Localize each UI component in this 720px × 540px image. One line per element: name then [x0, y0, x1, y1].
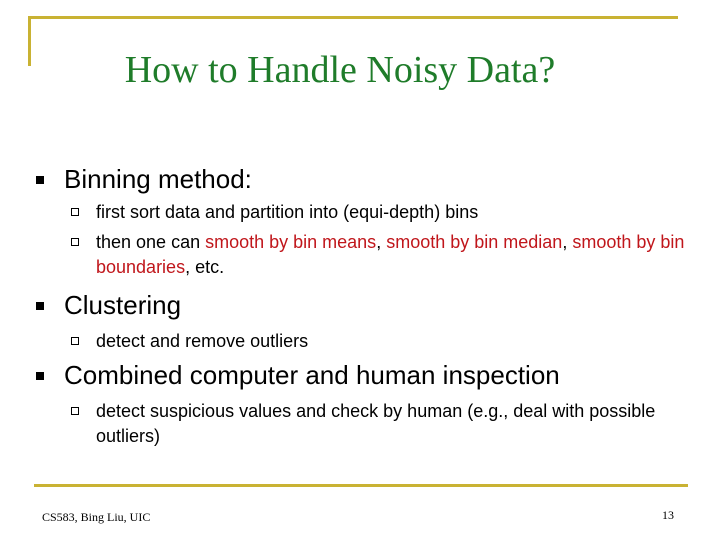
text-run: , etc. — [185, 257, 225, 277]
bullet-marker — [36, 176, 44, 184]
sub-bullet-marker — [71, 407, 79, 415]
bullet-binning: Binning method: — [64, 164, 252, 194]
sub-bullet-marker — [71, 238, 79, 246]
sub-bullet-inspection: detect suspicious values and check by human (e.g., deal with possible outliers) — [96, 401, 656, 446]
text-run: , — [376, 232, 387, 252]
accent-bar-top — [28, 16, 678, 19]
sub-bullet-outliers: detect and remove outliers — [96, 331, 309, 351]
footer-course: CS583, Bing Liu, UIC — [42, 510, 151, 524]
slide-title: How to Handle Noisy Data? — [124, 49, 556, 91]
sub-bullet-marker — [71, 208, 79, 216]
page-number: 13 — [662, 508, 674, 522]
highlight-bin-boundaries: smooth by bin boundaries — [96, 232, 685, 277]
bullet-marker — [36, 372, 44, 380]
highlight-bin-median: smooth by bin median — [386, 232, 563, 252]
bullet-combined: Combined computer and human inspection — [64, 360, 560, 390]
text-run: , — [562, 232, 573, 252]
sub-bullet-smooth — [96, 230, 696, 280]
text-run: then one can — [96, 232, 206, 252]
sub-bullet-sort: first sort data and partition into (equi-depth) bins — [96, 202, 479, 222]
footer-rule — [34, 484, 688, 487]
bullet-marker — [36, 302, 44, 310]
bullet-clustering: Clustering — [64, 290, 182, 320]
sub-bullet-marker — [71, 337, 79, 345]
highlight-bin-means: smooth by bin means — [205, 232, 377, 252]
